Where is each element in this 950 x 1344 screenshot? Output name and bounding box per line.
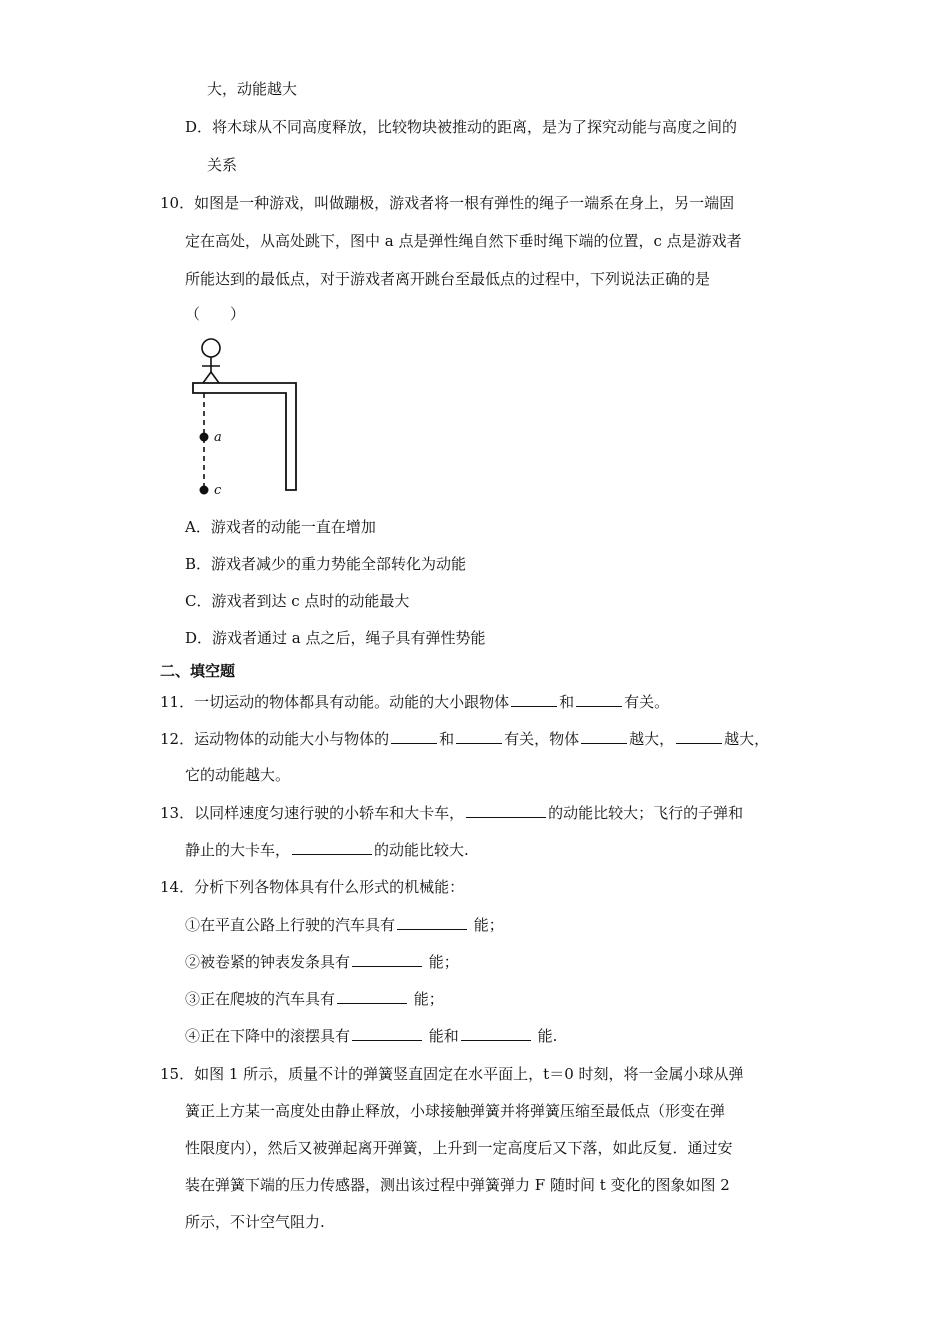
bungee-figure <box>185 335 310 500</box>
q9-option-c-continuation: 大，动能越大 <box>207 80 298 98</box>
q12-continuation: 它的动能越大。 <box>185 766 291 784</box>
q14-item3-text: ③正在爬坡的汽车具有 <box>185 990 336 1008</box>
q10-option-d: D．游戏者通过 a 点之后，绳子具有弹性势能 <box>185 629 486 647</box>
q15-line1: 15．如图 1 所示，质量不计的弹簧竖直固定在水平面上，t＝0 时刻，将一金属小球从弹 <box>160 1065 744 1083</box>
q12-text-4: 越大， <box>629 730 675 748</box>
q10-stem-line2: 定在高处，从高处跳下，图中 a 点是弹性绳自然下垂时绳下端的位置，c 点是游戏者 <box>185 232 742 250</box>
q13-line1 <box>160 801 743 824</box>
q13-blank-2 <box>292 838 372 855</box>
q14-item3-suffix: 能； <box>409 990 444 1008</box>
q14-item-2 <box>185 950 459 973</box>
q14-blank-5 <box>461 1024 531 1041</box>
q14-blank-1 <box>397 913 467 930</box>
q12-text-3: 有关，物体 <box>504 730 580 748</box>
q14-item1-text: ①在平直公路上行驶的汽车具有 <box>185 916 396 934</box>
q12-text-2: 和 <box>439 730 455 748</box>
q10-answer-paren: （ ） <box>185 305 246 323</box>
q12-text-5: 越大， <box>724 730 770 748</box>
q13-text-4: 的动能比较大. <box>374 841 469 859</box>
q14-item4-suffix: 能. <box>532 1027 558 1045</box>
q10-option-a: A．游戏者的动能一直在增加 <box>185 518 376 536</box>
q11-blank-1 <box>511 690 557 707</box>
q14-stem: 14．分析下列各物体具有什么形式的机械能： <box>160 878 465 896</box>
q14-blank-2 <box>352 950 422 967</box>
jumper-stick-figure <box>202 339 220 383</box>
q10-stem-line1: 10．如图是一种游戏，叫做蹦极，游戏者将一根有弹性的绳子一端系在身上，另一端固 <box>160 194 735 212</box>
q14-item1-suffix: 能； <box>469 916 504 934</box>
section-title-fill-blank: 二、填空题 <box>160 662 236 680</box>
q13-text-2: 的动能比较大；飞行的子弹和 <box>548 804 744 822</box>
q11-text-3: 有关。 <box>624 693 670 711</box>
q11-text-1: 11．一切运动的物体都具有动能。动能的大小跟物体 <box>160 693 510 711</box>
q13-text-3: 静止的大卡车， <box>185 841 291 859</box>
q12-text-1: 12．运动物体的动能大小与物体的 <box>160 730 390 748</box>
point-a-dot <box>200 433 209 442</box>
q10-option-b: B．游戏者减少的重力势能全部转化为动能 <box>185 555 467 573</box>
q14-blank-3 <box>337 987 407 1004</box>
q15-line3: 性限度内），然后又被弹起离开弹簧，上升到一定高度后又下落，如此反复．通过安 <box>185 1139 733 1157</box>
q9-option-d-continuation: 关系 <box>207 156 238 174</box>
point-c-label: c <box>214 483 222 498</box>
point-c-dot <box>200 486 209 495</box>
q12 <box>160 727 769 750</box>
q11 <box>160 690 669 713</box>
q15-line4: 装在弹簧下端的压力传感器，测出该过程中弹簧弹力 F 随时间 t 变化的图象如图 2 <box>185 1176 730 1194</box>
point-a-label: a <box>214 430 222 445</box>
q13-blank-1 <box>466 801 546 818</box>
q15-line2: 簧正上方某一高度处由静止释放，小球接触弹簧并将弹簧压缩至最低点（形变在弹 <box>185 1102 726 1120</box>
q11-blank-2 <box>576 690 622 707</box>
q14-item-1 <box>185 913 504 936</box>
q13-line2 <box>185 838 469 861</box>
q10-option-c: C．游戏者到达 c 点时的动能最大 <box>185 592 410 610</box>
q12-blank-2 <box>456 727 502 744</box>
q9-option-d: D．将木球从不同高度释放，比较物块被推动的距离，是为了探究动能与高度之间的 <box>185 118 738 136</box>
q12-blank-3 <box>581 727 627 744</box>
q12-blank-1 <box>391 727 437 744</box>
q14-item2-suffix: 能； <box>424 953 459 971</box>
q14-item-3 <box>185 987 444 1010</box>
q14-item-4 <box>185 1024 557 1047</box>
q15-line5: 所示，不计空气阻力. <box>185 1213 325 1231</box>
q12-blank-4 <box>676 727 722 744</box>
q14-item2-text: ②被卷紧的钟表发条具有 <box>185 953 351 971</box>
q14-item4-text: ④正在下降中的滚摆具有 <box>185 1027 351 1045</box>
q10-stem-line3: 所能达到的最低点，对于游戏者离开跳台至最低点的过程中，下列说法正确的是 <box>185 270 711 288</box>
q13-text-1: 13．以同样速度匀速行驶的小轿车和大卡车， <box>160 804 465 822</box>
q14-blank-4 <box>352 1024 422 1041</box>
q11-text-2: 和 <box>559 693 575 711</box>
q14-item4-mid: 能和 <box>424 1027 459 1045</box>
